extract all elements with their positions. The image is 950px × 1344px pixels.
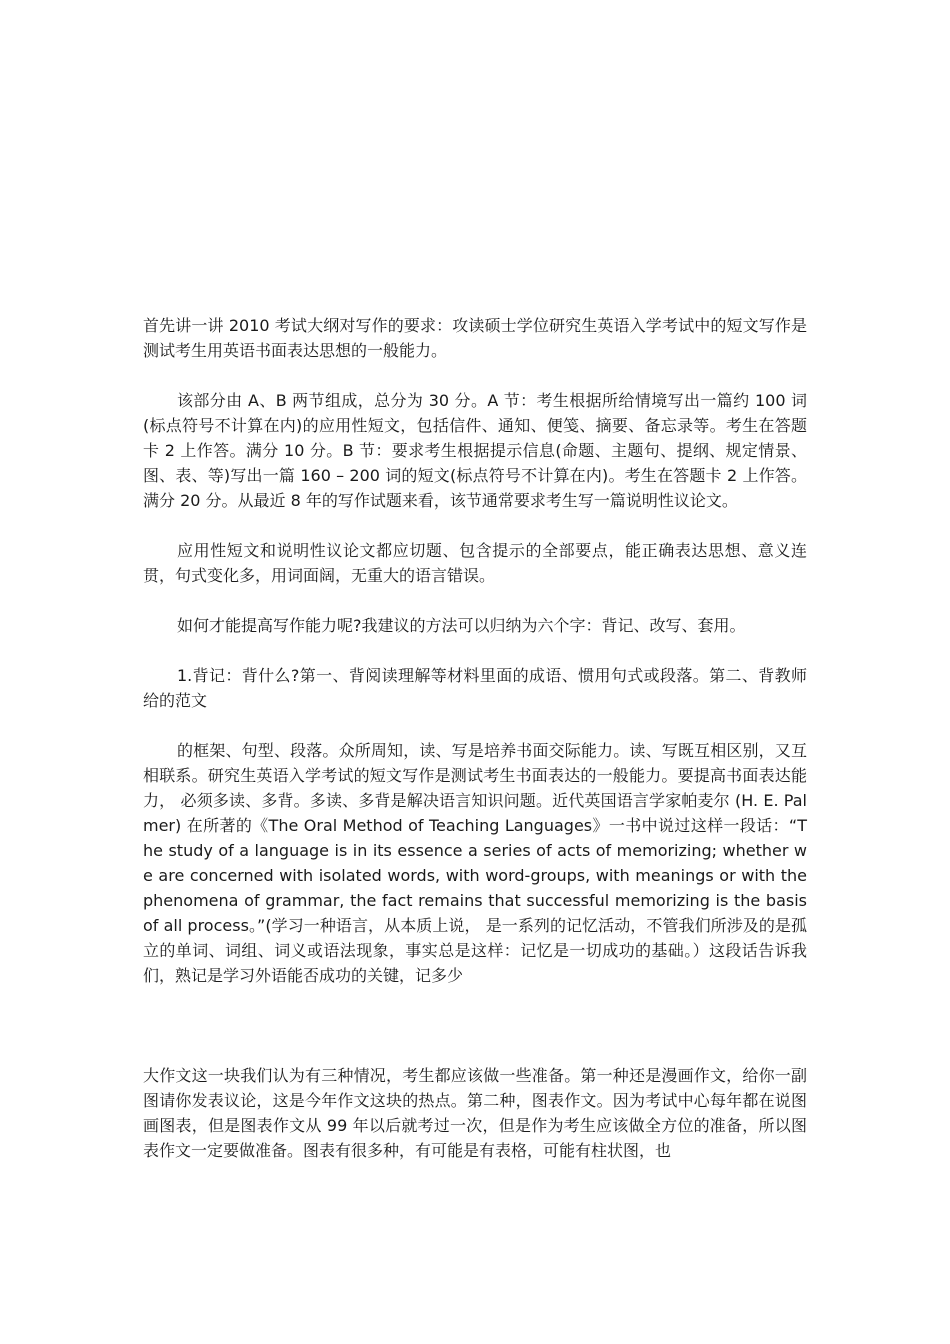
paragraph-memorize-point: 1.背记：背什么?第一、背阅读理解等材料里面的成语、惯用句式或段落。第二、背教师给的范文	[143, 666, 807, 710]
paragraph-essay-types: 大作文这一块我们认为有三种情况，考生都应该做一些准备。第一种还是漫画作文，给你一副图请你发表议论，这是今年作文这块的热点。第二种，图表作文。因为考试中心每年都在说图画图表，但是图表作文从 99 年以后就考过一次，但是作为考生应该做全方位的准备，所以图表作文一定要做准备。图表有很多种，有可能是有表格，可能有柱状图，也	[143, 1066, 807, 1160]
paragraph-improvement-method: 如何才能提高写作能力呢?我建议的方法可以归纳为六个字：背记、改写、套用。	[177, 616, 746, 635]
document-body	[143, 313, 807, 1163]
paragraph-section-structure: 该部分由 A、B 两节组成，总分为 30 分。A 节：考生根据所给情境写出一篇约 100 词(标点符号不计算在内)的应用性短文，包括信件、通知、便笺、摘要、备忘录等。考生在答题卡 2 上作答。满分 10 分。B 节：要求考生根据提示信息(命题、主题句、提纲、规定情景、图、表、等)写出一篇 160 – 200 词的短文(标点符号不计算在内)。考生在答题卡 2 上作答。满分 20 分。从最近 8 年的写作试题来看，该节通常要求考生写一篇说明性议论文。	[143, 391, 807, 510]
paragraph-exam-requirement: 首先讲一讲 2010 考试大纲对写作的要求：攻读硕士学位研究生英语入学考试中的短文写作是测试考生用英语书面表达思想的一般能力。	[143, 316, 807, 360]
paragraph-memorize-detail: 的框架、句型、段落。众所周知，读、写是培养书面交际能力。读、写既互相区别，又互相联系。研究生英语入学考试的短文写作是测试考生书面表达的一般能力。要提高书面表达能力， 必须多读、多背。多读、多背是解决语言知识问题。近代英国语言学家帕麦尔 (H. E. Palmer) 在所著的《The Oral Method of Teaching Languages》一书中说过这样一段话：“The study of a language is in its essence a series of acts of memorizing; whether we are concerned with isolated words, with word-groups, with meanings or with the phenomena of grammar, the fact remains that successful memorizing is the basis of all process。”(学习一种语言，从本质上说， 是一系列的记忆活动，不管我们所涉及的是孤立的单词、词组、词义或语法现象，事实总是这样：记忆是一切成功的基础。）这段话告诉我们，熟记是学习外语能否成功的关键，记多少	[143, 741, 807, 985]
paragraph-writing-criteria: 应用性短文和说明性议论文都应切题、包含提示的全部要点，能正确表达思想、意义连贯，句式变化多，用词面阔，无重大的语言错误。	[143, 541, 807, 585]
